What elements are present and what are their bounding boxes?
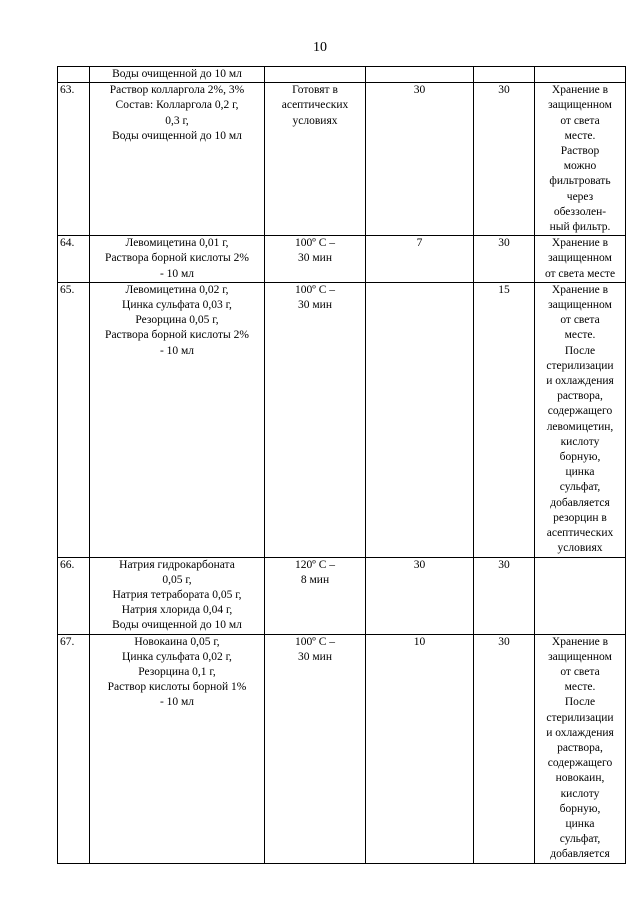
storage-note-line: от света [560,314,600,327]
composition-line: Воды очищенной до 10 мл [112,129,242,142]
sterilization-mode-cell [265,634,366,863]
composition-line: Цинка сульфата 0,03 г, [122,299,232,312]
storage-note-line: цинка [565,817,595,830]
formulation-table [57,66,626,864]
value-cell-col5 [474,67,535,83]
composition-line: - 10 мл [159,696,195,709]
storage-note-line: раствора, [557,741,603,754]
value-cell-col4 [366,282,474,557]
composition-cell [90,634,265,863]
value-cell-col5: 30 [474,83,535,236]
storage-note-line: После [564,696,596,709]
storage-note-line: от света [560,665,600,678]
row-number-cell: 63. [58,83,90,236]
composition-line: Состав: Колларгола 0,2 г, [115,99,239,112]
storage-note-line: можно [563,160,597,173]
value-cell-col5: 15 [474,282,535,557]
storage-note-line: Раствор [560,145,600,158]
composition-cell [90,236,265,283]
sterilization-mode-cell [265,557,366,634]
storage-note-line: сульфат, [559,481,601,494]
row-number-cell: 67. [58,634,90,863]
storage-note-cell [535,67,626,83]
composition-line: - 10 мл [159,344,195,357]
storage-note-cell [535,83,626,236]
value-cell-col5: 30 [474,557,535,634]
composition-line: 0,3 г, [165,114,189,127]
sterilization-mode-line: Готовят в [292,84,338,97]
composition-cell [90,282,265,557]
storage-note-line: ный фильтр. [549,221,611,234]
composition-line: Раствора борной кислоты 2% [105,252,249,265]
table-row [58,67,626,83]
sterilization-mode-cell [265,236,366,283]
value-cell-col5: 30 [474,236,535,283]
composition-line: Новокаина 0,05 г, [134,635,220,648]
value-cell-col4: 30 [366,83,474,236]
storage-note-line: через [566,190,594,203]
composition-line: Резорцина 0,1 г, [138,665,216,678]
row-number-cell: 64. [58,236,90,283]
storage-note-line: добавляется [550,496,610,509]
composition-line: Левомицетина 0,02 г, [125,283,229,296]
sterilization-mode-line: 30 мин [298,252,332,265]
table-row [58,236,626,283]
composition-line: Натрия гидрокарбоната [119,558,235,571]
storage-note-line: условиях [557,542,603,555]
storage-note-line: стерилизации [546,711,614,724]
storage-note-line: от света [560,114,600,127]
composition-line: Натрия хлорида 0,04 г, [121,604,233,617]
storage-note-line: сульфат, [559,833,601,846]
storage-note-line: кислоту [560,435,600,448]
sterilization-mode-line: 120º С – [295,558,335,571]
storage-note-line: защищенном [548,252,612,265]
composition-line: Левомицетина 0,01 г, [125,237,229,250]
composition-line: 0,05 г, [162,573,192,586]
sterilization-mode-cell [265,282,366,557]
composition-line: Раствор кислоты борной 1% [107,681,247,694]
storage-note-line: месте. [564,129,596,142]
storage-note-line: кислоту [560,787,600,800]
storage-note-line: резорцин в [553,511,607,524]
storage-note-line: обеззолен- [553,205,607,218]
storage-note-line: месте. [564,329,596,342]
storage-note-line: содержащего [547,757,613,770]
composition-line: Раствора борной кислоты 2% [105,329,249,342]
table-body [58,67,626,864]
storage-note-line: и охлаждения [546,726,614,739]
storage-note-line: борную, [559,802,601,815]
storage-note-cell [535,557,626,634]
storage-note-line: фильтровать [549,175,611,188]
storage-note-cell [535,236,626,283]
storage-note-line: Хранение в [551,283,609,296]
value-cell-col4: 10 [366,634,474,863]
storage-note-line: Хранение в [551,635,609,648]
table-row [58,634,626,863]
composition-cell [90,67,265,83]
composition-line: Натрия тетрабората 0,05 г, [112,588,242,601]
storage-note-line: асептических [546,527,614,540]
storage-note-line: от света месте [544,267,616,280]
storage-note-line: защищенном [548,650,612,663]
storage-note-line: новокаин, [555,772,605,785]
table-row [58,557,626,634]
storage-note-line: левомицетин, [546,420,614,433]
storage-note-line: защищенном [548,299,612,312]
sterilization-mode-line: 100º С – [295,237,335,250]
composition-cell [90,83,265,236]
storage-note-cell [535,634,626,863]
sterilization-mode-cell [265,67,366,83]
composition-cell [90,557,265,634]
value-cell-col4: 7 [366,236,474,283]
sterilization-mode-line: 30 мин [298,650,332,663]
storage-note-line: содержащего [547,405,613,418]
storage-note-line: После [564,344,596,357]
sterilization-mode-line: 100º С – [295,635,335,648]
storage-note-line: Хранение в [551,237,609,250]
sterilization-mode-line: 100º С – [295,283,335,296]
row-number-cell [58,67,90,83]
row-number-cell: 66. [58,557,90,634]
table-row [58,282,626,557]
storage-note-line: Хранение в [551,84,609,97]
storage-note-line: стерилизации [546,359,614,372]
composition-line: - 10 мл [159,267,195,280]
composition-line: Цинка сульфата 0,02 г, [122,650,232,663]
composition-line: Раствор колларгола 2%, 3% [109,84,245,97]
value-cell-col4: 30 [366,557,474,634]
sterilization-mode-cell [265,83,366,236]
value-cell-col5: 30 [474,634,535,863]
composition-line: Воды очищенной до 10 мл [112,619,242,632]
storage-note-line: цинка [565,466,595,479]
sterilization-mode-line: асептических [281,99,349,112]
sterilization-mode-line: условиях [292,114,338,127]
storage-note-line: борную, [559,451,601,464]
table-row [58,83,626,236]
storage-note-line: и охлаждения [546,375,614,388]
sterilization-mode-line: 8 мин [300,573,330,586]
storage-note-line: раствора, [557,390,603,403]
sterilization-mode-line: 30 мин [298,299,332,312]
composition-line: Воды очищенной до 10 мл [112,68,242,80]
composition-line: Резорцина 0,05 г, [135,314,219,327]
storage-note-cell [535,282,626,557]
storage-note-line: добавляется [550,848,610,861]
storage-note-line: защищенном [548,99,612,112]
page-number: 10 [313,40,327,55]
storage-note-line: месте. [564,681,596,694]
value-cell-col4 [366,67,474,83]
row-number-cell: 65. [58,282,90,557]
